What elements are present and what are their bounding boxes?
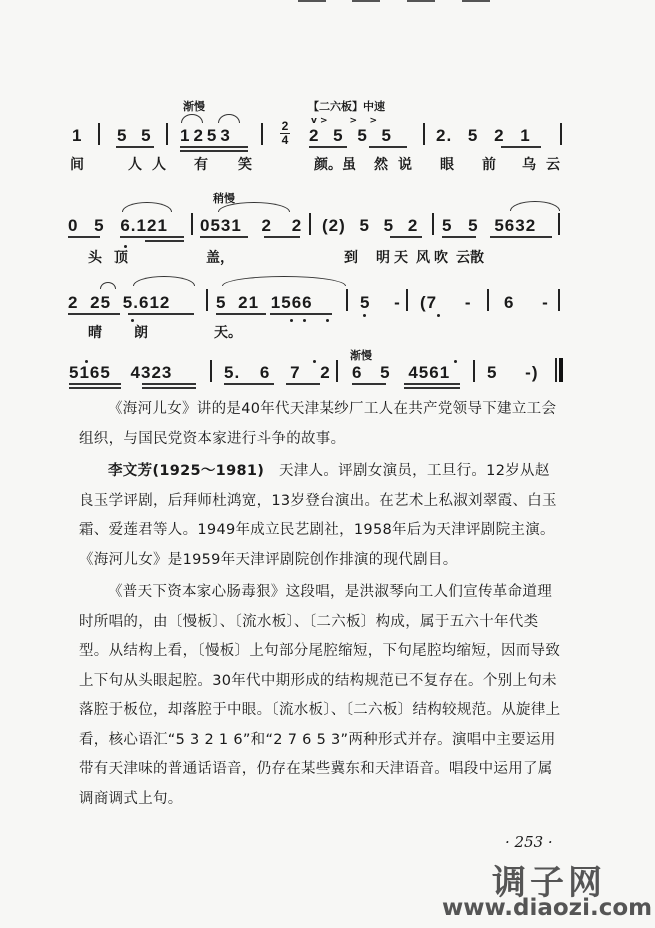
beam — [216, 313, 266, 315]
high-octave-dot — [454, 360, 457, 363]
note-group: (7 - — [420, 293, 472, 312]
beam — [180, 146, 248, 148]
beam — [180, 150, 248, 152]
beam — [309, 146, 347, 148]
time-signature: 2 4 — [281, 119, 289, 147]
tempo-mark-shaoman: 稍慢 — [213, 192, 235, 205]
beam — [68, 236, 100, 238]
beam — [442, 236, 476, 238]
barline — [560, 123, 562, 145]
beam — [390, 236, 422, 238]
beam — [128, 313, 194, 315]
note-group: 0 5 6.121 — [68, 216, 168, 235]
note-group: 6 - — [504, 293, 549, 312]
scan-mark — [352, 0, 380, 2]
low-octave-dot — [326, 319, 329, 322]
beam — [404, 383, 460, 385]
beam — [142, 383, 196, 385]
note: 1 — [72, 126, 83, 145]
note-group: 0531 2 2 — [200, 216, 303, 235]
beam — [142, 387, 196, 389]
note-group: 5. 6 7 2 — [224, 363, 331, 382]
barline — [206, 289, 208, 311]
beam — [145, 240, 184, 242]
watermark-title: 调子网 — [492, 863, 606, 903]
note-group: 6 5 4561 — [352, 363, 451, 382]
barline — [558, 213, 560, 235]
barline — [346, 289, 348, 311]
paragraph-summary: 《海河儿女》讲的是40年代天津某纱厂工人在共产党领导下建立工会组织，与国民党资本家进行斗争的故事。 — [79, 401, 557, 447]
barline — [558, 289, 560, 311]
barline — [98, 123, 100, 145]
paragraph-analysis: 《普天下资本家心肠毒狠》这段唱，是洪淑琴向工人们宣传革命道理时所唱的，由〔慢板〕、〔流水板〕、〔二六板〕构成，属于五六十年代类型。从结构上看，〔慢板〕上句部分尾腔缩短，下句尾腔均缩短，因而导致上下句从头眼起腔。30年代中期形成的结构规范已不复存在。个别上句未落腔于板位，却落腔于中眼。〔流水板〕、〔二六板〕结构较规范。从旋律上看，核心语汇“5 3 2 1 6”和“2 7 6 5 3”两种形式并存。演唱中主要运用带有天津味的普通话语音，仍存在某些冀东和天津语音。唱段中运用了属调商调式上句。 — [79, 584, 561, 807]
slur — [218, 114, 240, 123]
beam — [369, 146, 407, 148]
slur — [133, 276, 195, 286]
note-group: 5 - — [360, 293, 401, 312]
section-mark-erliuban: 【二六板】中速 — [308, 100, 385, 113]
beam — [69, 383, 121, 385]
barline — [210, 360, 212, 382]
barline — [423, 123, 425, 145]
slur — [122, 202, 172, 212]
lyrics-row-1: 间 人 人 有 笑 颜。虽 然 说 眼 前 乌 云 — [70, 157, 560, 173]
accent-marks: v > > > — [311, 116, 378, 126]
note-group: 5 5 5632 — [442, 216, 537, 235]
low-octave-dot — [303, 319, 306, 322]
beam — [286, 383, 320, 385]
slur — [222, 276, 346, 286]
page-number: · 253 · — [505, 833, 553, 851]
slur — [510, 201, 560, 211]
beam — [264, 236, 300, 238]
barline — [406, 289, 408, 311]
beam — [69, 387, 121, 389]
lyrics-row-3: 晴 朗 天。 — [88, 325, 242, 341]
note-group: 1253 — [180, 126, 234, 145]
note-group: 2 25 5.612 — [68, 293, 171, 312]
high-octave-dot — [85, 360, 88, 363]
beam — [490, 236, 552, 238]
barline — [432, 213, 434, 235]
beam — [501, 146, 541, 148]
paragraph-biography: 李文芳(1925～1981) 天津人。评剧女演员，工旦行。12岁从赵良玉学评剧，后拜师杜鸿宽，13岁登台演出。在艺术上私淑刘翠霞、白玉霜、爱莲君等人。1949年成立民艺剧社，1958年后为天津评剧院主演。《海河儿女》是1959年天津评剧院创作排演的现代剧目。 — [79, 463, 557, 568]
barline — [473, 360, 475, 382]
scan-mark — [298, 0, 326, 2]
note-group: 5165 4323 — [69, 363, 173, 382]
note-group: 5 21 1566 — [216, 293, 313, 312]
low-octave-dot — [363, 314, 366, 317]
tempo-mark-jianman: 渐慢 — [350, 349, 372, 362]
watermark-url: www.diaozi.com — [442, 895, 653, 921]
commentary-text — [79, 395, 561, 814]
performer-name: 李文芳(1925～1981) — [108, 463, 265, 479]
barline — [555, 358, 557, 382]
beam — [120, 236, 184, 238]
lyrics-row-2: 头 顶 盖， 到 明 天 风 吹 云散 — [88, 250, 484, 266]
beam — [270, 313, 332, 315]
note-group: (2) 5 5 2 — [322, 216, 419, 235]
note-group: 5 -) — [487, 363, 539, 382]
high-octave-dot — [313, 360, 316, 363]
beam — [116, 146, 154, 148]
scan-mark — [407, 0, 435, 2]
low-octave-dot — [290, 319, 293, 322]
low-octave-dot — [437, 314, 440, 317]
note-group: 5 5 — [117, 126, 152, 145]
note-group: 2 5 5 5 — [309, 126, 392, 145]
final-barline — [559, 358, 563, 382]
barline — [487, 289, 489, 311]
barline — [336, 360, 338, 382]
beam — [68, 313, 120, 315]
beam — [352, 383, 386, 385]
barline — [191, 213, 193, 235]
beam — [224, 383, 274, 385]
slur — [181, 114, 203, 123]
barline — [309, 213, 311, 235]
scan-mark — [462, 0, 490, 2]
slur — [100, 282, 116, 289]
barline — [166, 123, 168, 145]
barline — [261, 123, 263, 145]
tempo-mark-jianman: 渐慢 — [183, 100, 205, 113]
beam — [404, 387, 460, 389]
beam — [200, 236, 248, 238]
note-group: 2. 5 2 1 — [436, 126, 531, 145]
